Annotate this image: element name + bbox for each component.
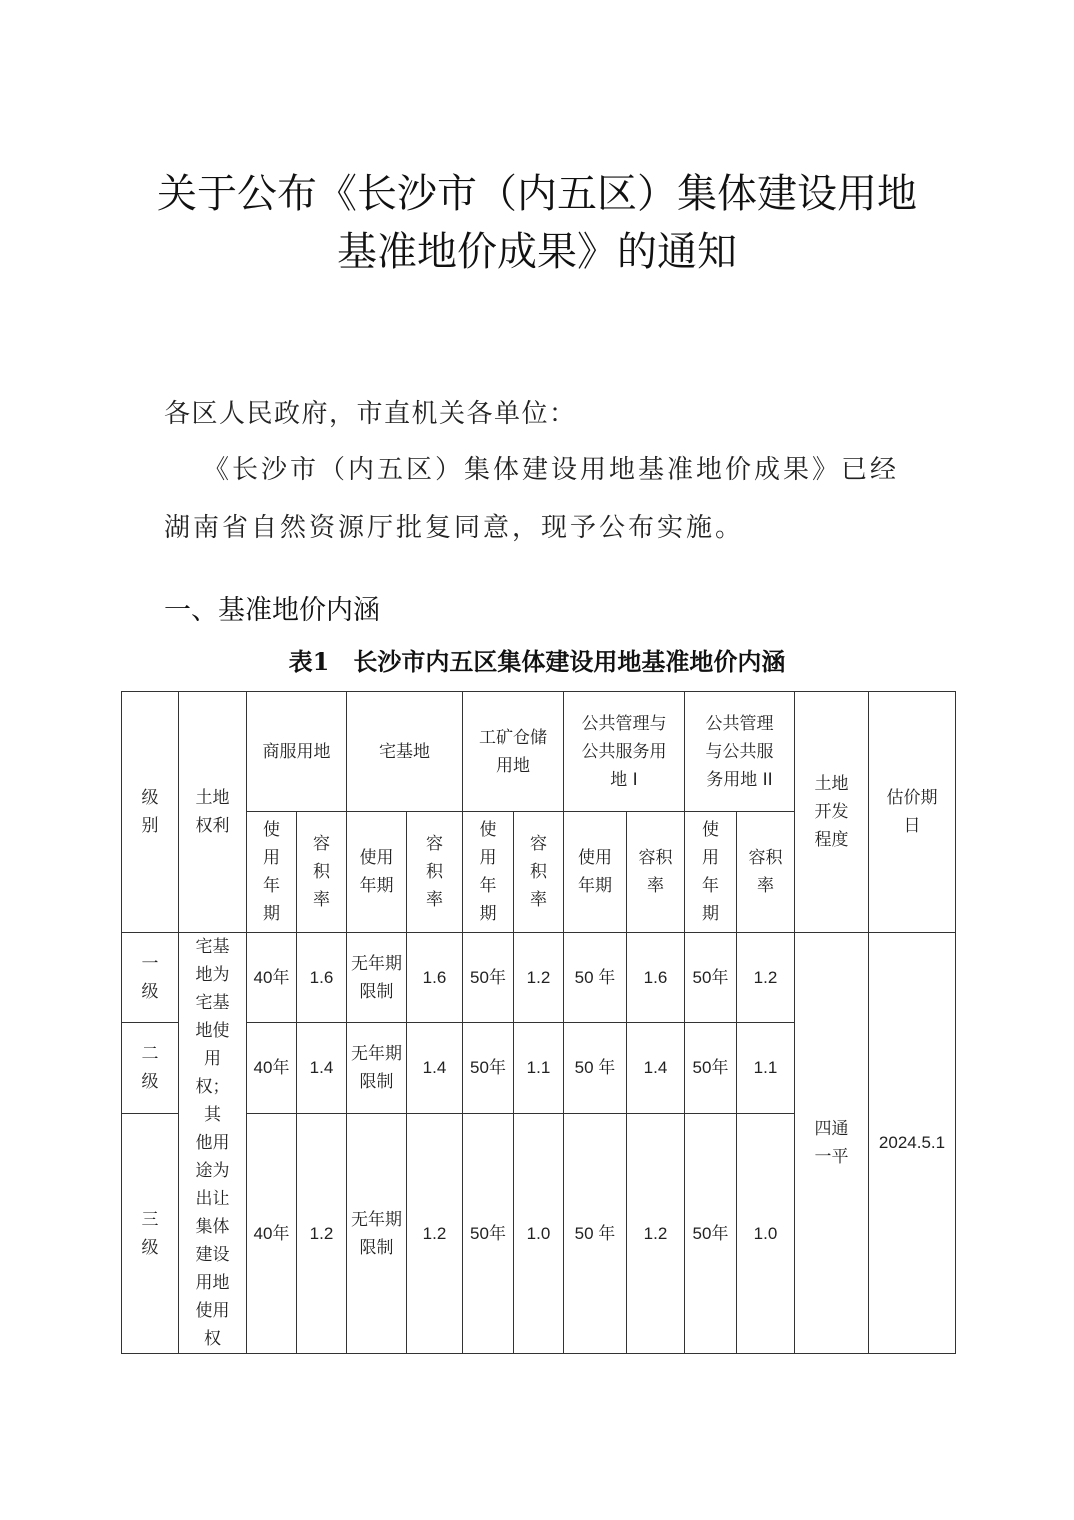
homestead-ratio-cell: 1.2: [407, 1114, 463, 1354]
industrial-ratio-cell: 1.0: [514, 1114, 564, 1354]
header-public-2: 公共管理与公共服务用地 II: [685, 692, 795, 812]
industrial-term-cell: 50年: [463, 1023, 514, 1114]
header-level: 级别: [122, 692, 179, 933]
header-homestead-ratio: 容积率: [407, 812, 463, 933]
commercial-term-cell: 40年: [247, 933, 297, 1023]
valuation-date-cell: 2024.5.1: [869, 933, 956, 1354]
level-cell: 三级: [122, 1114, 179, 1354]
industrial-term-cell: 50年: [463, 1114, 514, 1354]
homestead-ratio-cell: 1.4: [407, 1023, 463, 1114]
industrial-ratio-cell: 1.1: [514, 1023, 564, 1114]
level-cell: 一级: [122, 933, 179, 1023]
header-commercial: 商服用地: [247, 692, 347, 812]
homestead-term-cell: 无年期限制: [347, 933, 407, 1023]
commercial-ratio-cell: 1.6: [297, 933, 347, 1023]
table-caption: 表1 长沙市内五区集体建设用地基准地价内涵: [288, 647, 786, 676]
header-commercial-term: 使用年期: [247, 812, 297, 933]
header-development: 土地开发程度: [795, 692, 869, 933]
commercial-ratio-cell: 1.2: [297, 1114, 347, 1354]
public2-term-cell: 50年: [685, 933, 737, 1023]
document-title-line-2: 基准地价成果》的通知: [337, 229, 737, 275]
land-right-cell: 宅基地为宅基地使用权；其 他用途为出让集体建设用地 使用权: [179, 933, 247, 1354]
public1-term-cell: 50 年: [564, 933, 627, 1023]
public2-term-cell: 50年: [685, 1114, 737, 1354]
header-public2-term: 使用年期: [685, 812, 737, 933]
public1-term-cell: 50 年: [564, 1023, 627, 1114]
public2-ratio-cell: 1.0: [737, 1114, 795, 1354]
homestead-ratio-cell: 1.6: [407, 933, 463, 1023]
paragraph-line-2: 湖南省自然资源厅批复同意，现予公布实施。: [164, 513, 745, 543]
public2-ratio-cell: 1.2: [737, 933, 795, 1023]
public1-ratio-cell: 1.6: [627, 933, 685, 1023]
public1-term-cell: 50 年: [564, 1114, 627, 1354]
header-land-right: 土地权利: [179, 692, 247, 933]
public1-ratio-cell: 1.2: [627, 1114, 685, 1354]
header-homestead-term: 使用年期: [347, 812, 407, 933]
homestead-term-cell: 无年期限制: [347, 1114, 407, 1354]
land-price-table: [121, 691, 956, 1354]
commercial-term-cell: 40年: [247, 1114, 297, 1354]
industrial-term-cell: 50年: [463, 933, 514, 1023]
header-industrial: 工矿仓储用地: [463, 692, 564, 812]
development-cell: 四通一平: [795, 933, 869, 1354]
header-industrial-term: 使用年期: [463, 812, 514, 933]
header-industrial-ratio: 容积率: [514, 812, 564, 933]
header-public1-term: 使用年期: [564, 812, 627, 933]
header-public2-ratio: 容积率: [737, 812, 795, 933]
header-public-1: 公共管理与公共服务用地 I: [564, 692, 685, 812]
header-homestead: 宅基地: [347, 692, 463, 812]
header-row-1: [122, 692, 956, 812]
paragraph-line-1: 《长沙市（内五区）集体建设用地基准地价成果》已经: [203, 455, 900, 485]
homestead-term-cell: 无年期限制: [347, 1023, 407, 1114]
level-cell: 二级: [122, 1023, 179, 1114]
header-public1-ratio: 容积率: [627, 812, 685, 933]
header-valuation-date: 估价期日: [869, 692, 956, 933]
public1-ratio-cell: 1.4: [627, 1023, 685, 1114]
table-row: [122, 933, 956, 1023]
document-title-line-1: 关于公布《长沙市（内五区）集体建设用地: [157, 171, 917, 217]
commercial-term-cell: 40年: [247, 1023, 297, 1114]
salutation: 各区人民政府，市直机关各单位：: [164, 399, 577, 429]
public2-term-cell: 50年: [685, 1023, 737, 1114]
commercial-ratio-cell: 1.4: [297, 1023, 347, 1114]
header-commercial-ratio: 容积率: [297, 812, 347, 933]
industrial-ratio-cell: 1.2: [514, 933, 564, 1023]
public2-ratio-cell: 1.1: [737, 1023, 795, 1114]
section-heading: 一、基准地价内涵: [164, 595, 380, 626]
